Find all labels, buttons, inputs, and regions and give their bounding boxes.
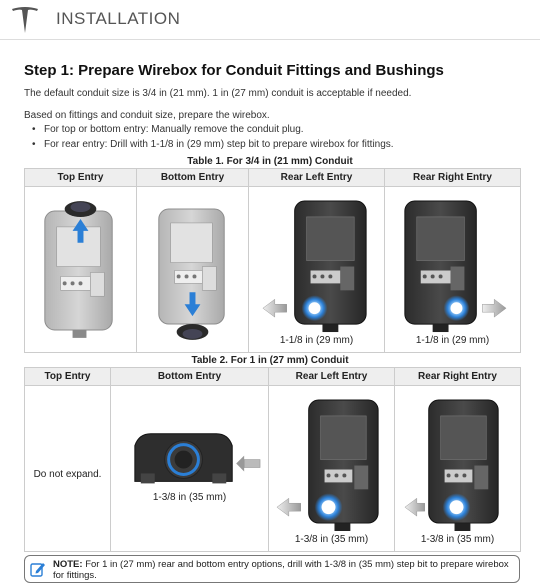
- table2-header-bottom: Bottom Entry: [111, 368, 269, 386]
- table2-cell-rear-left: [269, 386, 395, 552]
- table2-header-top: Top Entry: [25, 368, 111, 386]
- note-body: For 1 in (27 mm) rear and bottom entry options, drill with 1-3/8 in (35 mm) step bit to prepare wirebox for fittings.: [53, 559, 509, 581]
- table1: [24, 168, 521, 353]
- note-label: NOTE:: [53, 559, 83, 570]
- table2-cell-bottom: [111, 386, 269, 552]
- table1-header-rear-right: Rear Right Entry: [385, 169, 521, 187]
- note-box: [24, 555, 520, 583]
- table1-header-rear-left: Rear Left Entry: [249, 169, 385, 187]
- wirebox-rear-right-image: [385, 187, 520, 352]
- table1-cell-bottom: [137, 187, 249, 353]
- wirebox-rear-right-1in-image: [395, 386, 520, 551]
- note-pencil-icon: [30, 561, 46, 577]
- table2-cell-top: [25, 386, 111, 552]
- note-text: [53, 559, 513, 581]
- table1-header-bottom: Bottom Entry: [137, 169, 249, 187]
- default-size-text: The default conduit size is 3/4 in (21 mm). 1 in (27 mm) conduit is acceptable if needed.: [24, 88, 412, 99]
- bullet-rear: • For rear entry: Drill with 1-1/8 in (29 mm) step bit to prepare wirebox for fittings.: [44, 139, 394, 150]
- table1-rear-left-label: 1-1/8 in (29 mm): [279, 335, 354, 346]
- table1-cell-top: [25, 187, 137, 353]
- table2-rear-left-label: 1-3/8 in (35 mm): [294, 534, 369, 545]
- table2-header-rear-right: Rear Right Entry: [395, 368, 521, 386]
- table2-bottom-label: 1-3/8 in (35 mm): [152, 492, 227, 503]
- table1-rear-right-label: 1-1/8 in (29 mm): [415, 335, 490, 346]
- table2-top-text: Do not expand.: [33, 468, 102, 480]
- table2-caption: Table 2. For 1 in (27 mm) Conduit: [191, 355, 349, 366]
- bullet-top-bottom: • For top or bottom entry: Manually remove the conduit plug.: [44, 124, 304, 135]
- wirebox-top-entry-image: [25, 187, 136, 352]
- table2-rear-right-label: 1-3/8 in (35 mm): [420, 534, 495, 545]
- table1-header-top: Top Entry: [25, 169, 137, 187]
- wirebox-rear-left-image: [249, 187, 384, 352]
- wirebox-rear-left-1in-image: [269, 386, 394, 551]
- table1-cell-rear-right: [385, 187, 521, 353]
- header-title: INSTALLATION: [56, 9, 181, 28]
- table2-cell-rear-right: [395, 386, 521, 552]
- table1-caption: Table 1. For 3/4 in (21 mm) Conduit: [187, 156, 353, 167]
- table2-header-rear-left: Rear Left Entry: [269, 368, 395, 386]
- wirebox-bottom-entry-image: [137, 187, 248, 352]
- table1-cell-rear-left: [249, 187, 385, 353]
- tesla-logo-icon: [10, 6, 40, 34]
- step-title: Step 1: Prepare Wirebox for Conduit Fittings and Bushings: [24, 62, 444, 79]
- table2: [24, 367, 521, 552]
- page-header: [0, 0, 540, 40]
- wirebox-bottom-base-image: [111, 386, 268, 551]
- based-on-text: Based on fittings and conduit size, prepare the wirebox.: [24, 110, 270, 121]
